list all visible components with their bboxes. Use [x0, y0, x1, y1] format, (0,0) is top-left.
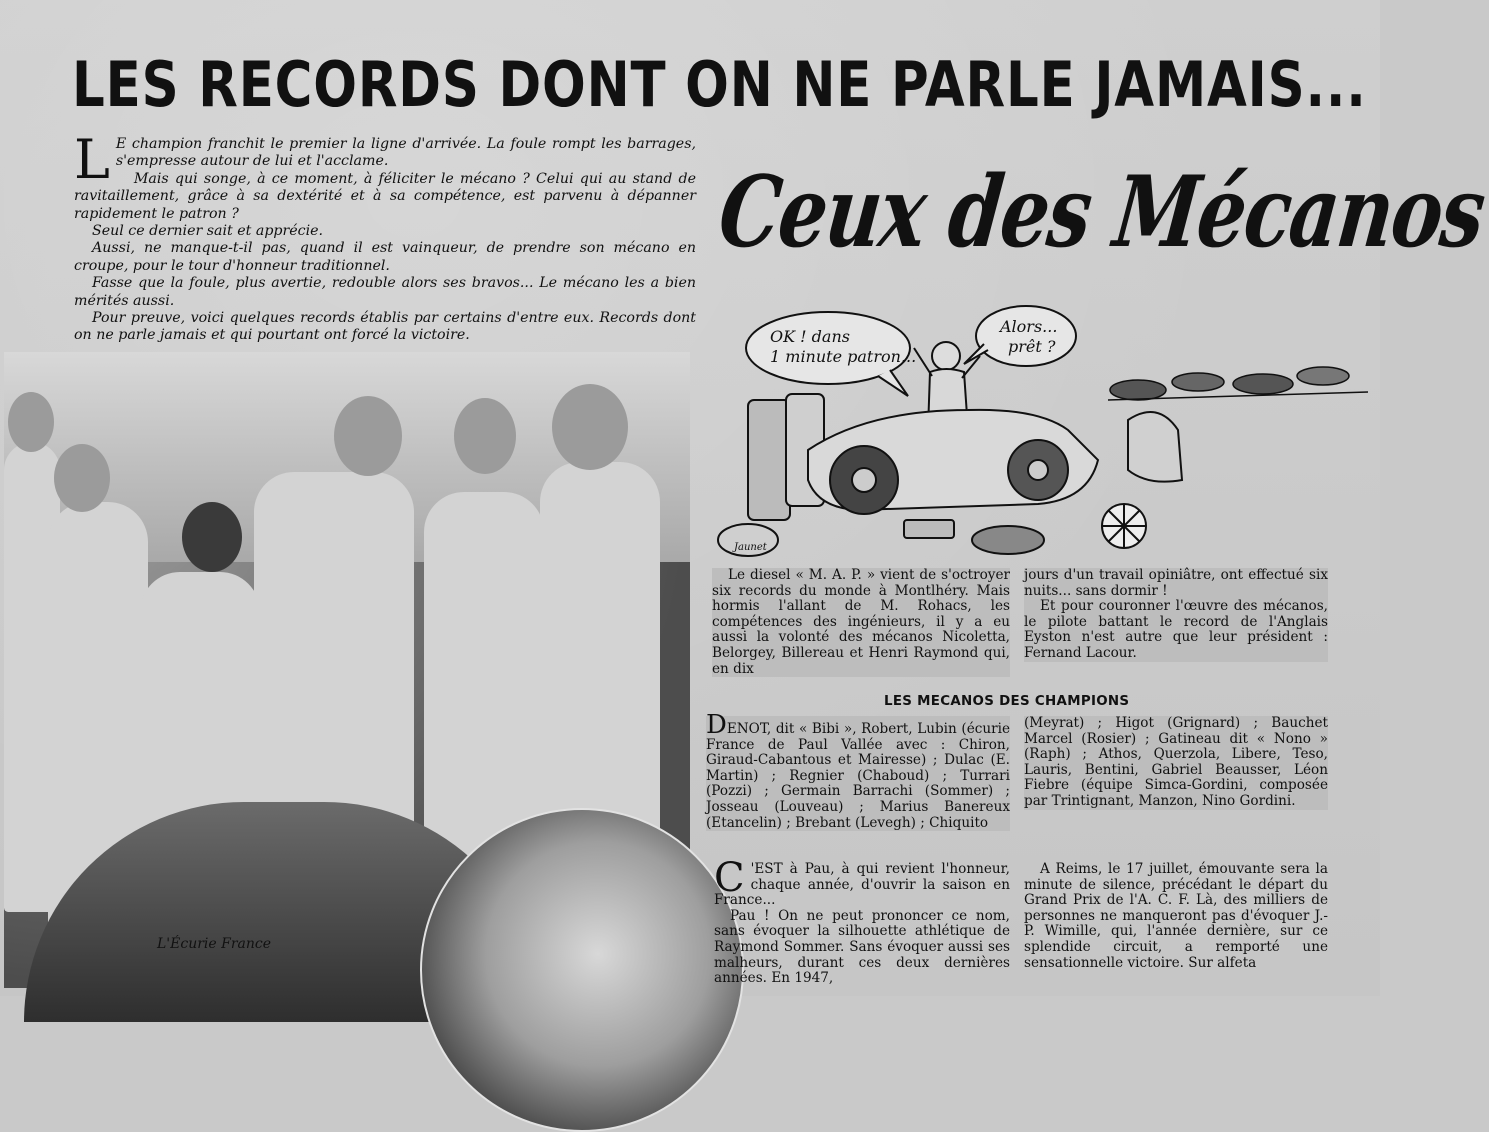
champions-subhead: LES MECANOS DES CHAMPIONS: [884, 694, 1130, 709]
intro-dropcap: L: [74, 128, 110, 191]
portrait-inset: [420, 808, 744, 1132]
mechanics-cartoon: [708, 300, 1372, 562]
diesel-column-1: Le diesel « M. A. P. » vient de s'octroyer six records du monde à Montlhéry. Mais hormis l'allant de M. Rohacs, les compétences des ingénieurs, il y a eu aussi la volonté des mécanos Nicoletta, Belorgey, Billereau et Henri Raymond qui, en dix: [712, 567, 1010, 677]
person-head: [54, 444, 110, 512]
intro-paragraph: Pour preuve, voici quelques records établis par certains d'entre eux. Records dont on ne parle jamais et qui pourtant ont forcé la victoire.: [74, 310, 696, 344]
intro-paragraph: Mais qui songe, à ce moment, à féliciter le mécano ? Celui qui au stand de ravitaillement, grâce à sa dextérité et à sa compétence, est parvenu à dépanner rapidement le patron ?: [74, 170, 696, 222]
mechanic-head: [932, 342, 960, 370]
bubble-left-line-2: 1 minute patron...: [770, 347, 917, 366]
speech-bubble-right: [976, 306, 1076, 366]
pau-column-2: A Reims, le 17 juillet, émouvante sera la minute de silence, précédant le départ du Grand Prix de l'A. C. F. Là, des milliers de personnes ne manqueront pas d'évoquer J.-P. Wimille, qui, l'année dernière, sur ce splendide circuit, a remporté une sensationnelle victoire. Sur alfeta: [1024, 861, 1328, 971]
person-head: [334, 396, 402, 476]
champions-column-2: (Meyrat) ; Higot (Grignard) ; Bauchet Marcel (Rosier) ; Gatineau dit « Nono » (Raph) ; Athos, Querzola, Libere, Teso, Lauris, Bentini, Gabriel Beausser, Léon Fiebre (équipe Simca-Gordini, composée par Trintignant, Manzon, Nino Gordini.: [1024, 715, 1328, 809]
champions-column-1: DENOT, dit « Bibi », Robert, Lubin (écurie France de Paul Vallée avec : Chiron, Giraud-Cabantous et Mairesse) ; Dulac (E. Martin) ; Regnier (Chaboud) ; Turrari (Pozzi) ; Germain Barrachi (Sommer) ; Josseau (Louveau) ; Marius Banereux (Etancelin) ; Brebant (Levegh) ; Chiquito: [706, 710, 1010, 831]
driver-helmet: [182, 502, 242, 572]
diesel-column-2: jours d'un travail opiniâtre, ont effectué six nuits... sans dormir ! Et pour couronner l'œuvre des mécanos, le pilote battant le record de l'Anglais Eyston n'est autre que leur président : Fernand Lacour.: [1024, 567, 1328, 661]
person-head: [8, 392, 54, 452]
person-head: [552, 384, 628, 470]
script-title: Ceux des Mécanos: [713, 155, 1489, 270]
person-head: [454, 398, 516, 474]
champions-dropcap: D: [706, 710, 727, 740]
spare-wheel: [972, 526, 1044, 554]
intro-paragraph: Aussi, ne manque-t-il pas, quand il est vainqueur, de prendre son mécano en croupe, pour le tour d'honneur traditionnel.: [74, 240, 696, 274]
intro-paragraph: L E champion franchit le premier la ligne d'arrivée. La foule rompt les barrages, s'empresse autour de lui et l'acclame.: [74, 128, 696, 191]
bubble-right-line-2: prêt ?: [1008, 337, 1056, 356]
page-headline: LES RECORDS DONT ON NE PARLE JAMAIS...: [72, 48, 1367, 121]
pau-dropcap: C: [714, 855, 745, 901]
bubble-right-line-1: Alors...: [1000, 317, 1058, 336]
bubble-left-line-1: OK ! dans: [770, 327, 850, 346]
intro-paragraph: Seul ce dernier sait et apprécie.: [92, 223, 324, 240]
photo-caption: L'Écurie France: [157, 936, 272, 952]
cartoon-signature: Jaunet: [734, 542, 767, 553]
pau-column-1: C 'EST à Pau, à qui revient l'honneur, chaque année, d'ouvrir la saison en France... Pau ! On ne peut prononcer ce nom, sans évoquer la silhouette athlétique de Raymond Sommer. Sans évoquer aussi ses malheurs, durant ces deux dernières années. En 1947,: [714, 855, 1010, 987]
intro-text: [74, 128, 696, 345]
intro-paragraph: Fasse que la foule, plus avertie, redouble alors ses bravos... Le mécano les a bien mérités aussi.: [74, 275, 696, 309]
